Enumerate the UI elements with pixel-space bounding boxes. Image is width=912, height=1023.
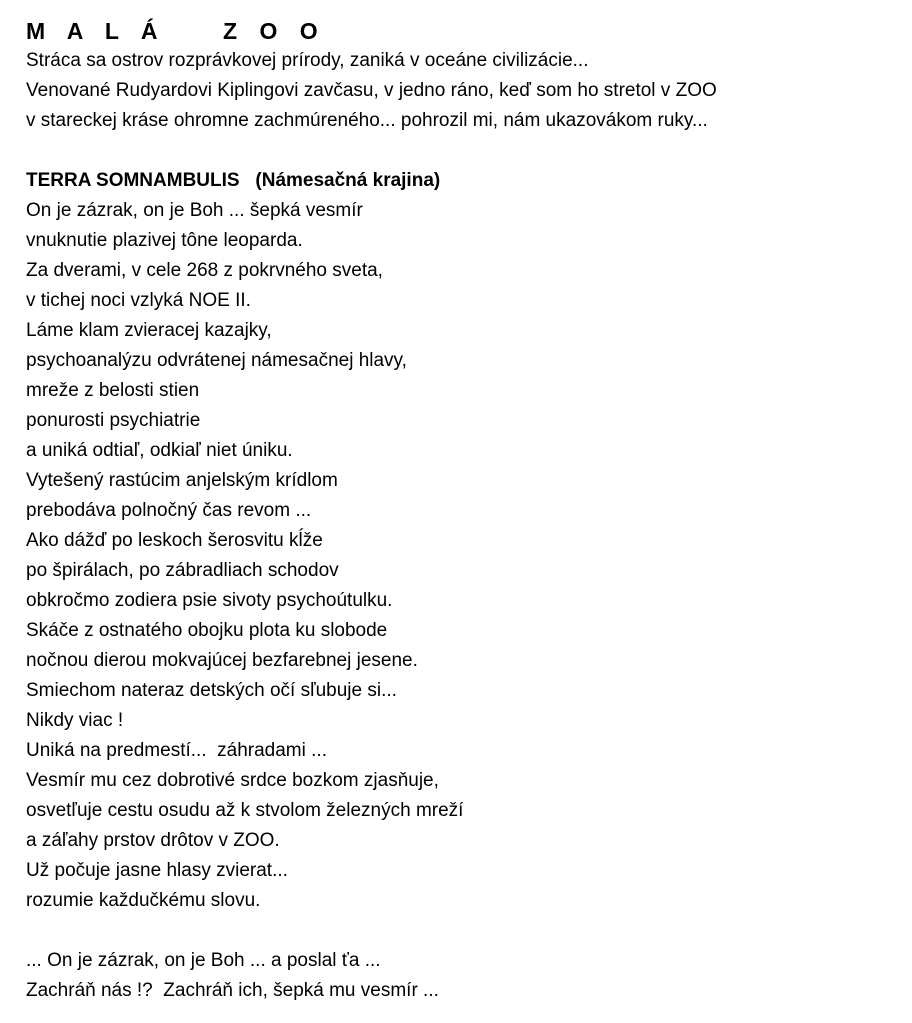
intro-block (26, 46, 896, 136)
poem-line: psychoanalýzu odvrátenej námesačnej hlavy, (26, 350, 407, 371)
poem-line: ponurosti psychiatrie (26, 410, 201, 431)
intro-line: v stareckej kráse ohromne zachmúreného... pohrozil mi, nám ukazovákom ruky... (26, 110, 708, 131)
intro-line: Stráca sa ostrov rozprávkovej prírody, zaniká v oceáne civilizácie... (26, 50, 589, 71)
closing-line: ... On je zázrak, on je Boh ... a poslal ťa ... (26, 950, 381, 971)
poem-line: nočnou dierou mokvajúcej bezfarebnej jesene. (26, 650, 418, 671)
poem-line: Vytešený rastúcim anjelským krídlom (26, 470, 338, 491)
poem-line: Skáče z ostnatého obojku plota ku slobode (26, 620, 388, 641)
poem-line: Už počuje jasne hlasy zvierat... (26, 860, 288, 881)
poem-line: Za dverami, v cele 268 z pokrvného sveta, (26, 260, 383, 281)
poem-line: osvetľuje cestu osudu až k stvolom železných mreží (26, 800, 464, 821)
spacer (26, 916, 896, 946)
poem-heading: TERRA SOMNAMBULIS (Námesačná krajina) (26, 170, 441, 191)
poem-line: Vesmír mu cez dobrotivé srdce bozkom zjasňuje, (26, 770, 439, 791)
document-page (26, 16, 896, 1006)
poem-line: rozumie každučkému slovu. (26, 890, 261, 911)
poem-body (26, 196, 896, 916)
spacer (26, 136, 896, 166)
poem-line: Nikdy viac ! (26, 710, 124, 731)
document-title: M A L Á Z O O (26, 18, 326, 44)
poem-line: po špirálach, po zábradliach schodov (26, 560, 339, 581)
poem-line: v tichej noci vzlyká NOE II. (26, 290, 251, 311)
intro-line: Venované Rudyardovi Kiplingovi zavčasu, v jedno ráno, keď som ho stretol v ZOO (26, 80, 717, 101)
closing-line: Zachráň nás !? Zachráň ich, šepká mu vesmír ... (26, 980, 439, 1001)
poem-line: prebodáva polnočný čas revom ... (26, 500, 312, 521)
poem-line: a uniká odtiaľ, odkiaľ niet úniku. (26, 440, 293, 461)
poem-line: vnuknutie plazivej tône leoparda. (26, 230, 303, 251)
poem-line: Láme klam zvieracej kazajky, (26, 320, 272, 341)
poem-line: obkročmo zodiera psie sivoty psychoútulku. (26, 590, 393, 611)
poem-line: Ako dážď po leskoch šerosvitu kĺže (26, 530, 323, 551)
poem-line: a záľahy prstov drôtov v ZOO. (26, 830, 280, 851)
poem-closing (26, 946, 896, 1006)
poem-line: Uniká na predmestí... záhradami ... (26, 740, 327, 761)
poem-line: mreže z belosti stien (26, 380, 200, 401)
poem-line: Smiechom nateraz detských očí sľubuje si... (26, 680, 397, 701)
poem-line: On je zázrak, on je Boh ... šepká vesmír (26, 200, 363, 221)
